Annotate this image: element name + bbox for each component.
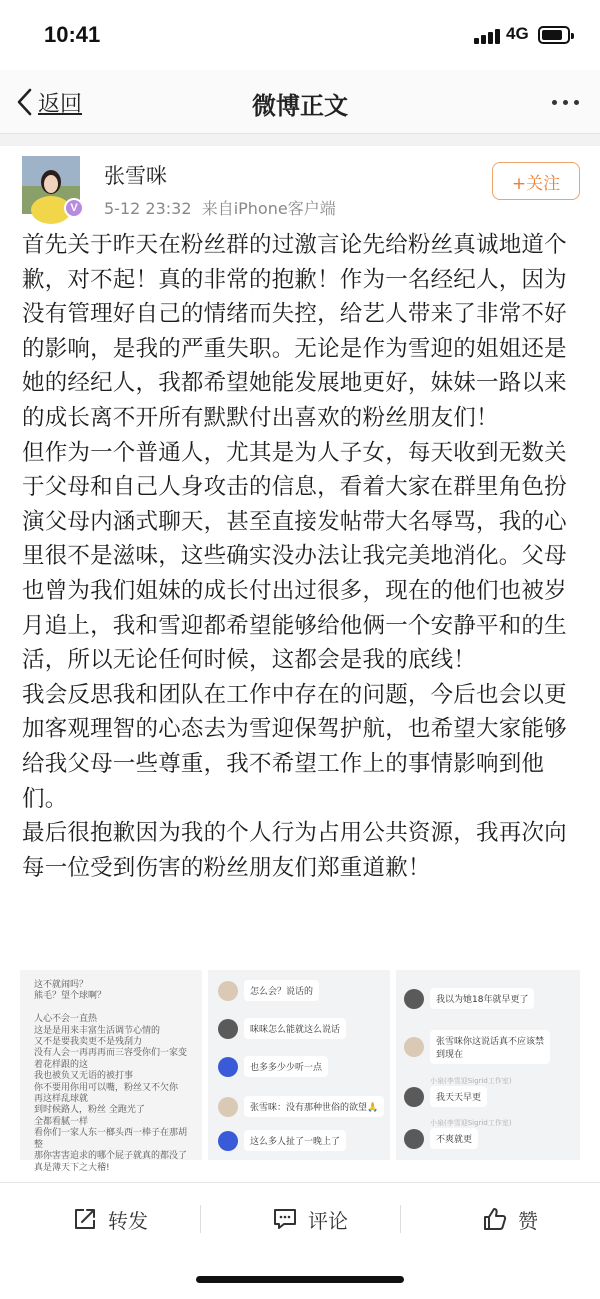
comment-icon (272, 1206, 298, 1232)
chat-avatar (404, 1087, 424, 1107)
chat-message (218, 1130, 346, 1151)
chat-bubble: 我天天早更 (430, 1086, 487, 1107)
network-label: 4G (506, 24, 529, 43)
chat-message (404, 988, 534, 1009)
divider (0, 134, 600, 146)
chat-avatar (218, 1019, 238, 1039)
chat-avatar (218, 1131, 238, 1151)
chevron-left-icon (14, 87, 36, 117)
status-time: 10:41 (44, 22, 101, 47)
chat-bubble: 我以为她18年就早更了 (430, 988, 534, 1009)
post-paragraph: 我会反思我和团队在工作中存在的问题，今后也会以更加客观理智的心态去为雪迎保驾护航，也希望大家能够给我父母一些尊重，我不希望工作上的事情影响到他们。 (22, 681, 567, 812)
post-timestamp: 5-12 23:32 (104, 199, 192, 218)
chat-message (218, 1096, 384, 1117)
chat-avatar (404, 1129, 424, 1149)
more-options-icon[interactable] (548, 92, 584, 112)
chat-message (404, 1086, 487, 1107)
post-image-3[interactable] (396, 970, 580, 1160)
repost-icon (72, 1206, 98, 1232)
author-name[interactable]: 张雪咪 (104, 164, 167, 188)
chat-bubble: 怎么会？说话的 (244, 980, 319, 1001)
image-text: 这不就闹吗？ 熊毛？望个球啊？ 人心不会一直热 这是是用来丰富生活调节心情的 又不是要我卖更不是残刮力 没有人会一再再再而三容受你们一家变着花样跟的这 我也被负又无语的被打事 你不要用你用可以嘴，粉丝又不欠你 再这样乱球就 到时候路人，粉丝 全跑光了 全都看腻一样 看你们一家人东一榔头西一棒子在那胡整 那你害害追求的哪个屁子就真的都没了 真是薄天下之大稽! (34, 980, 188, 1173)
chat-avatar (218, 1057, 238, 1077)
chat-bubble: 不爽就更 (430, 1128, 478, 1149)
verified-badge-icon: V (64, 198, 84, 218)
action-bar (0, 1182, 600, 1254)
chat-avatar (404, 989, 424, 1009)
chat-bubble: 咪咪怎么能就这么说话 (244, 1018, 346, 1039)
chat-avatar (218, 1097, 238, 1117)
repost-label: 转发 (108, 1208, 148, 1233)
back-button[interactable] (14, 84, 82, 120)
chat-bubble: 也多多少少听一点 (244, 1056, 328, 1077)
chat-avatar (404, 1037, 424, 1057)
page-title: 微博正文 (252, 92, 348, 120)
chat-message (218, 1056, 328, 1077)
comment-label: 评论 (308, 1208, 348, 1233)
post-source: 来自iPhone客户端 (201, 199, 336, 218)
post-paragraph: 首先关于昨天在粉丝群的过激言论先给粉丝真诚地道个歉，对不起！真的非常的抱歉！作为一名经纪人，因为没有管理好自己的情绪而失控，给艺人带来了非常不好的影响，是我的严重失职。无论是作为雪迎的姐姐还是她的经纪人，我都希望她能发展地更好，妹妹一路以来的成长离不开所有默默付出喜欢的粉丝朋友们！ (22, 232, 567, 431)
chat-message (218, 980, 319, 1001)
chat-sender-name: 小泉(李雪迎Sigrid工作室) (430, 1077, 512, 1085)
follow-button[interactable]: +关注 (492, 162, 580, 200)
post-paragraph: 最后很抱歉因为我的个人行为占用公共资源，我再次向每一位受到伤害的粉丝朋友们郑重道歉！ (22, 820, 567, 881)
comment-button[interactable] (240, 1201, 380, 1237)
repost-button[interactable] (40, 1201, 180, 1237)
chat-bubble: 张雪咪你这说话真不应该禁到现在 (430, 1030, 550, 1064)
battery-icon (538, 26, 570, 44)
chat-message (404, 1030, 550, 1064)
chat-message (218, 1018, 346, 1039)
chat-message (404, 1128, 478, 1149)
like-button[interactable] (440, 1201, 580, 1237)
chat-sender-name: 小泉(李雪迎Sigrid工作室) (430, 1119, 512, 1127)
chat-avatar (218, 981, 238, 1001)
post-body (22, 228, 582, 885)
divider (400, 1205, 401, 1233)
chat-bubble: 这么多人扯了一晚上了 (244, 1130, 346, 1151)
post-paragraph: 但作为一个普通人，尤其是为人子女，每天收到无数关于父母和自己人身攻击的信息，看着大家在群里角色扮演父母内涵式聊天，甚至直接发帖带大名辱骂，我的心里很不是滋味，这些确实没办法让我完美地消化。父母也曾为我们姐妹的成长付出过很多，现在的他们也被岁月追上，我和雪迎都希望能够给他俩一个安静平和的生活，所以无论任何时候，这都会是我的底线！ (22, 439, 567, 674)
post-image-2[interactable] (208, 970, 390, 1160)
divider (200, 1205, 201, 1233)
back-label: 返回 (38, 91, 83, 117)
chat-bubble: 张雪咪：没有那种世俗的欲望🙏 (244, 1096, 384, 1117)
thumbs-up-icon (482, 1206, 508, 1232)
post-meta (104, 196, 336, 219)
like-label: 赞 (518, 1208, 538, 1233)
status-bar (0, 0, 600, 70)
post-image-1[interactable] (20, 970, 202, 1173)
nav-bar (0, 70, 600, 134)
signal-icon (474, 28, 502, 44)
home-indicator[interactable] (196, 1276, 404, 1283)
